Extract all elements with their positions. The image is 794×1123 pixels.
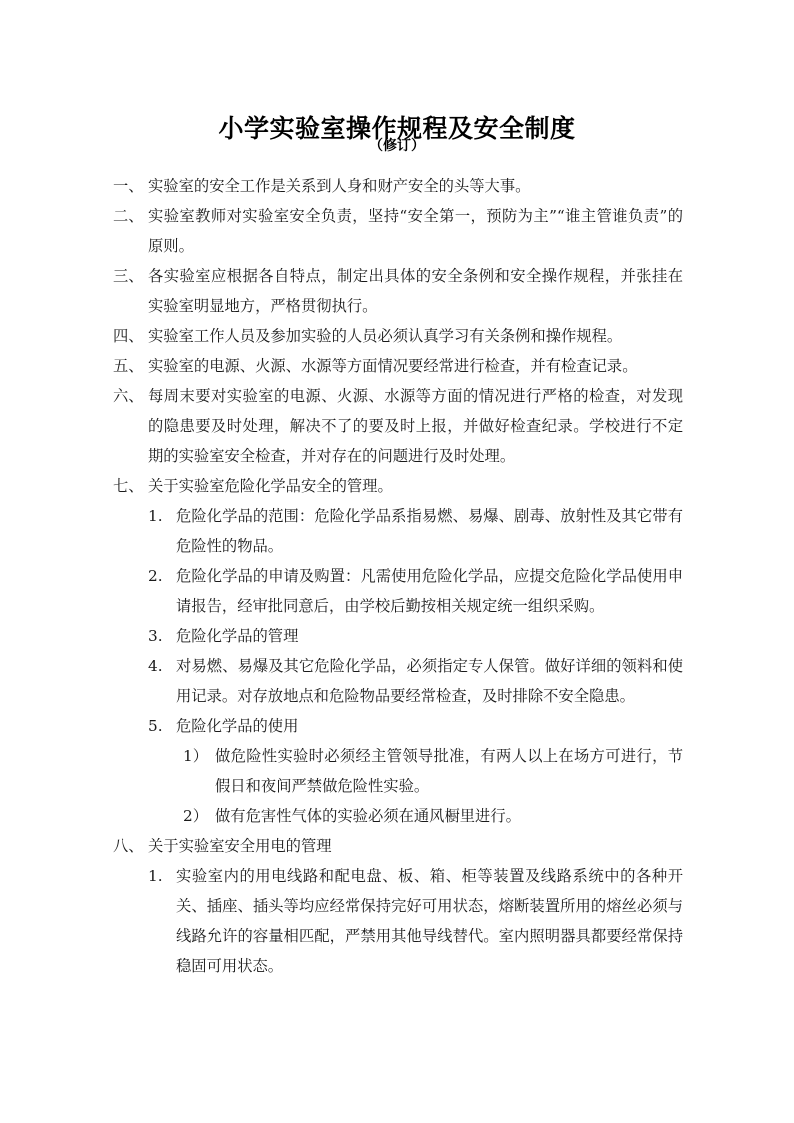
clause-item (148, 861, 683, 981)
clause-item (113, 471, 683, 501)
clause-item (148, 711, 683, 741)
clause-marker: 三、 (113, 267, 144, 285)
clause-marker: 3. (148, 627, 163, 645)
clause-item (148, 501, 683, 561)
clause-item (183, 801, 683, 831)
clause-text: 各实验室应根据各自特点，制定出具体的安全条例和安全操作规程，并张挂在实验室明显地方，严格贯彻执行。 (148, 267, 683, 315)
clause-item (113, 201, 683, 261)
clause-item (148, 621, 683, 651)
page-subtitle: （修订） (369, 138, 425, 154)
clause-text: 做有危害性气体的实验必须在通风橱里进行。 (215, 807, 521, 825)
clause-item (113, 381, 683, 471)
clause-marker: 六、 (113, 387, 144, 405)
document-body (113, 171, 683, 981)
clause-item (148, 651, 683, 711)
clause-item (113, 321, 683, 351)
clause-marker: 五、 (113, 357, 144, 375)
clause-text: 实验室工作人员及参加实验的人员必须认真学习有关条例和操作规程。 (148, 327, 623, 345)
clause-marker: 八、 (113, 837, 144, 855)
clause-item (148, 561, 683, 621)
clause-text: 实验室的电源、火源、水源等方面情况要经常进行检查，并有检查记录。 (148, 357, 638, 375)
clause-marker: 5. (148, 717, 163, 735)
clause-marker: 1. (148, 867, 163, 885)
clause-item (113, 171, 683, 201)
clause-marker: 四、 (113, 327, 144, 345)
clause-text: 危险化学品的范围：危险化学品系指易燃、易爆、剧毒、放射性及其它带有危险性的物品。 (176, 507, 683, 555)
clause-text: 对易燃、易爆及其它危险化学品，必须指定专人保管。做好详细的领料和使用记录。对存放地点和危险物品要经常检查，及时排除不安全隐患。 (176, 657, 683, 705)
clause-item (113, 831, 683, 861)
clause-text: 危险化学品的申请及购置：凡需使用危险化学品，应提交危险化学品使用申请报告，经审批同意后，由学校后勤按相关规定统一组织采购。 (176, 567, 683, 615)
clause-marker: 1. (148, 507, 163, 525)
clause-item (113, 351, 683, 381)
clause-text: 危险化学品的使用 (176, 717, 299, 735)
clause-item (183, 741, 683, 801)
clause-marker: 2） (183, 807, 209, 825)
clause-marker: 二、 (113, 207, 144, 225)
clause-text: 实验室教师对实验室安全负责，坚持“安全第一，预防为主”“谁主管谁负责”的原则。 (148, 207, 683, 255)
clause-marker: 1） (183, 747, 209, 765)
clause-marker: 2. (148, 567, 163, 585)
clause-text: 每周末要对实验室的电源、火源、水源等方面的情况进行严格的检查，对发现的隐患要及时处理，解决不了的要及时上报，并做好检查纪录。学校进行不定期的实验室安全检查，并对存在的问题进行及时处理。 (148, 387, 683, 465)
clause-text: 实验室内的用电线路和配电盘、板、箱、柜等装置及线路系统中的各种开关、插座、插头等均应经常保持完好可用状态，熔断装置所用的熔丝必须与线路允许的容量相匹配，严禁用其他导线替代。室内照明器具都要经常保持稳固可用状态。 (176, 867, 683, 975)
clause-item (113, 261, 683, 321)
clause-text: 实验室的安全工作是关系到人身和财产安全的头等大事。 (148, 177, 531, 195)
clause-text: 关于实验室安全用电的管理 (148, 837, 332, 855)
page-title: 小学实验室操作规程及安全制度 (218, 113, 576, 143)
clause-marker: 一、 (113, 177, 144, 195)
clause-marker: 七、 (113, 477, 144, 495)
clause-text: 关于实验室危险化学品安全的管理。 (148, 477, 393, 495)
clause-marker: 4. (148, 657, 163, 675)
clause-text: 危险化学品的管理 (176, 627, 299, 645)
clause-text: 做危险性实验时必须经主管领导批准，有两人以上在场方可进行，节假日和夜间严禁做危险性实验。 (215, 747, 683, 795)
